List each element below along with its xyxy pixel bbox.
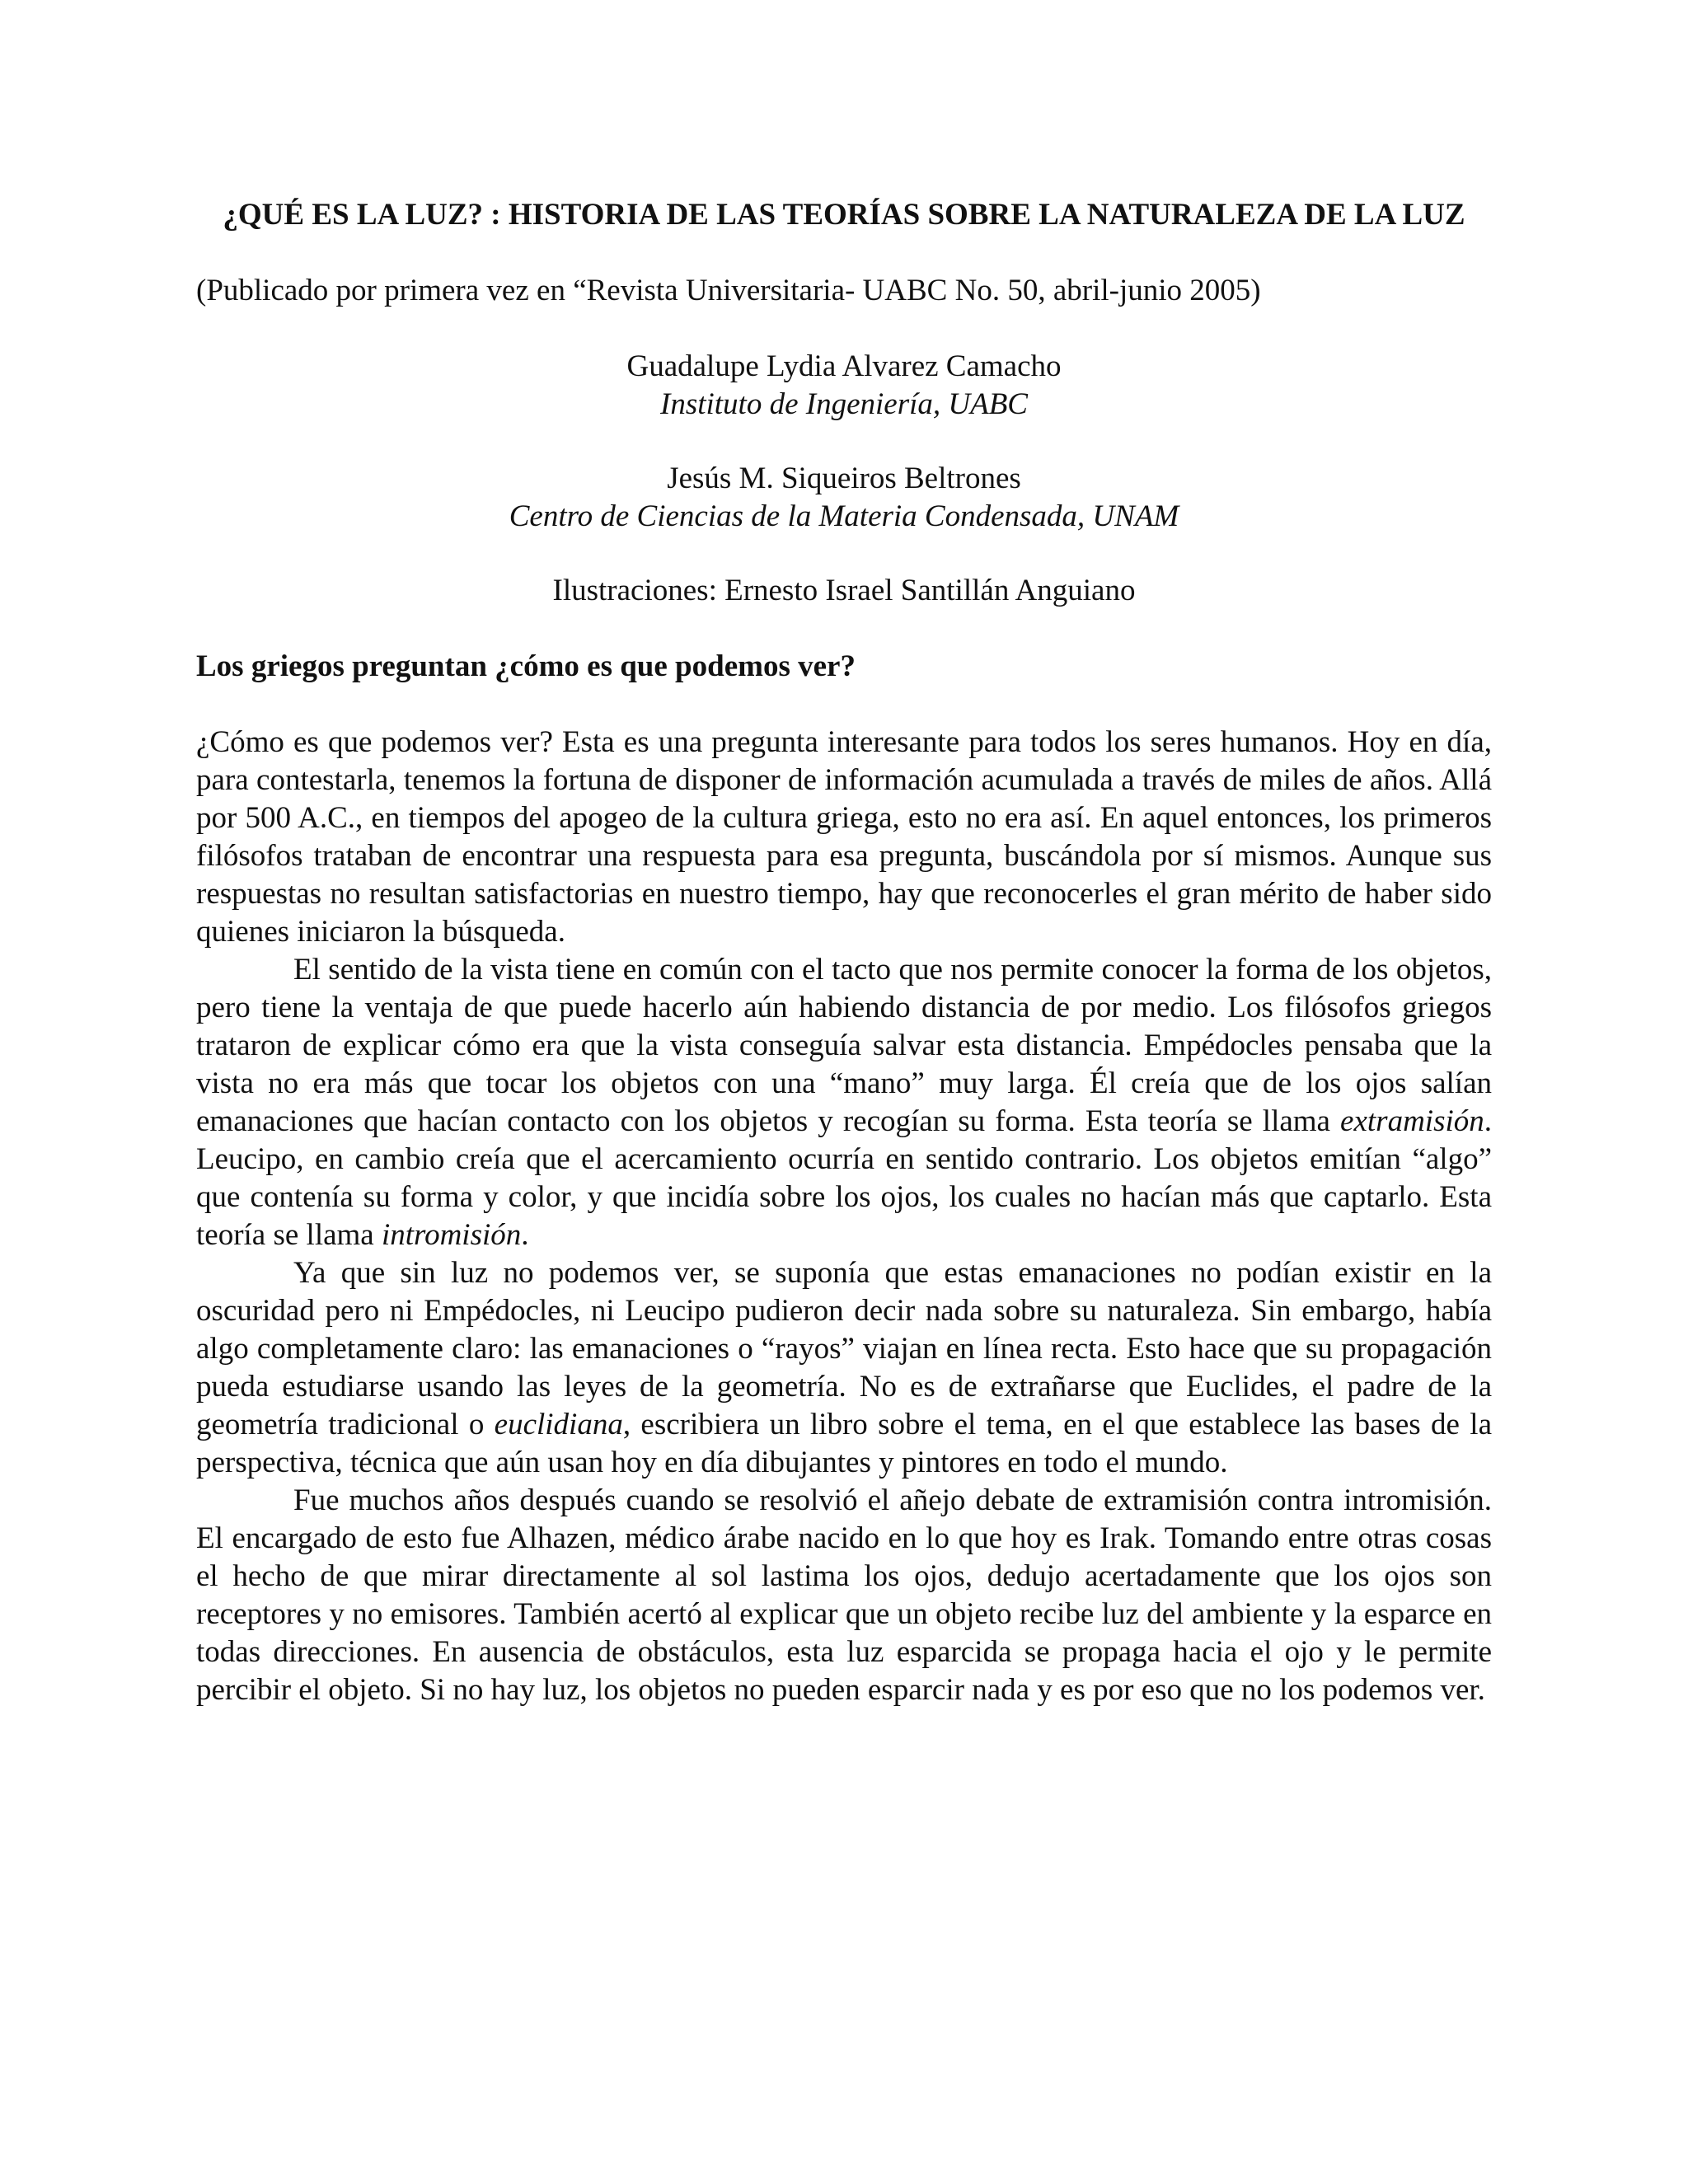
document-page <box>196 196 1492 1709</box>
italic-term: extramisión <box>1340 1104 1484 1138</box>
publication-note: (Publicado por primera vez en “Revista Universitaria- UABC No. 50, abril-junio 2005) <box>196 274 1261 307</box>
illustrations-credit: Ilustraciones: Ernesto Israel Santillán Anguiano <box>552 574 1136 607</box>
paragraph: El sentido de la vista tiene en común con el tacto que nos permite conocer la forma de los objetos, pero tiene la ventaja de que puede hacerlo aún habiendo distancia de por medio. Los filósofos griegos trataron de explicar cómo era que la vista conseguía salvar esta distancia. Empédocles pensaba que la vista no era más que tocar los objetos con una “mano” muy larga. Él creía que de los ojos salían emanaciones que hacían contacto con los objetos y recogían su forma. Esta teoría se llama extramisión. Leucipo, en cambio creía que el acercamiento ocurría en sentido contrario. Los objetos emitían “algo” que contenía su forma y color, y que incidía sobre los ojos, los cuales no hacían más que captarlo. Esta teoría se llama intromisión. <box>196 953 1492 1252</box>
author-name: Guadalupe Lydia Alvarez Camacho <box>626 349 1062 383</box>
paragraph: ¿Cómo es que podemos ver? Esta es una pregunta interesante para todos los seres humanos. Hoy en día, para contestarla, tenemos la fortuna de disponer de información acumulada a través de miles de años. Allá por 500 A.C., en tiempos del apogeo de la cultura griega, esto no era así. En aquel entonces, los primeros filósofos trataban de encontrar una respuesta para esa pregunta, buscándola por sí mismos. Aunque sus respuestas no resultan satisfactorias en nuestro tiempo, hay que reconocerles el gran mérito de haber sido quienes iniciaron la búsqueda. <box>196 725 1492 949</box>
author-block-1 <box>196 348 1492 424</box>
italic-term: euclidiana <box>494 1408 623 1441</box>
author-affiliation: Centro de Ciencias de la Materia Condensada, UNAM <box>509 499 1179 533</box>
author-affiliation: Instituto de Ingeniería, UABC <box>660 387 1028 421</box>
body-text <box>196 724 1492 1709</box>
italic-term: intromisión <box>381 1218 522 1252</box>
author-block-2 <box>196 460 1492 536</box>
section-heading: Los griegos preguntan ¿cómo es que podemos ver? <box>196 649 856 683</box>
author-name: Jesús M. Siqueiros Beltrones <box>667 462 1021 495</box>
document-title: ¿QUÉ ES LA LUZ? : HISTORIA DE LAS TEORÍAS SOBRE LA NATURALEZA DE LA LUZ <box>223 198 1465 232</box>
paragraph: Ya que sin luz no podemos ver, se suponía que estas emanaciones no podían existir en la oscuridad pero ni Empédocles, ni Leucipo pudieron decir nada sobre su naturaleza. Sin embargo, había algo completamente claro: las emanaciones o “rayos” viajan en línea recta. Esto hace que su propagación pueda estudiarse usando las leyes de la geometría. No es de extrañarse que Euclides, el padre de la geometría tradicional o euclidiana, escribiera un libro sobre el tema, en el que establece las bases de la perspectiva, técnica que aún usan hoy en día dibujantes y pintores en todo el mundo. <box>196 1256 1492 1479</box>
paragraph: Fue muchos años después cuando se resolvió el añejo debate de extramisión contra intromisión. El encargado de esto fue Alhazen, médico árabe nacido en lo que hoy es Irak. Tomando entre otras cosas el hecho de que mirar directamente al sol lastima los ojos, dedujo acertadamente que los ojos son receptores y no emisores. También acertó al explicar que un objeto recibe luz del ambiente y la esparce en todas direcciones. En ausencia de obstáculos, esta luz esparcida se propaga hacia el ojo y le permite percibir el objeto. Si no hay luz, los objetos no pueden esparcir nada y es por eso que no los podemos ver. <box>196 1483 1492 1707</box>
